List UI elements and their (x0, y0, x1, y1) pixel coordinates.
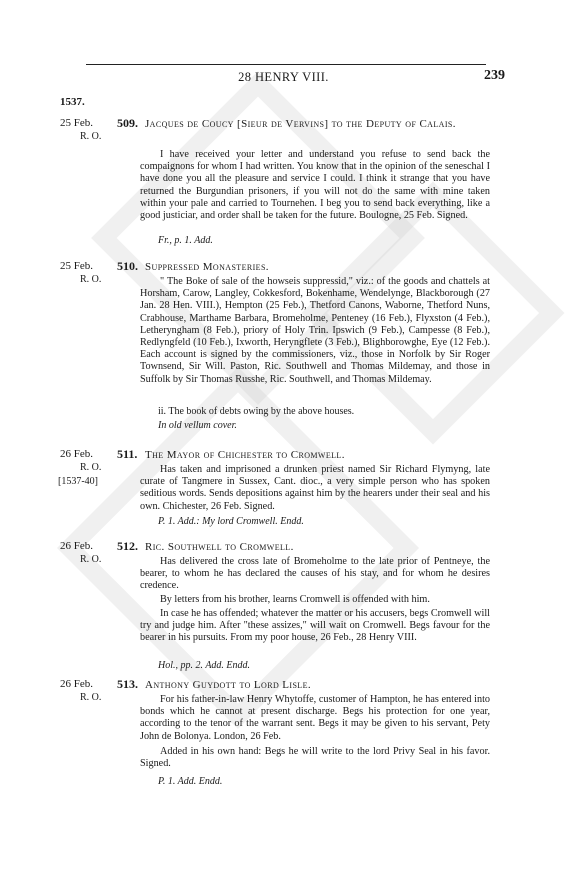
running-header: 28 HENRY VIII. (238, 70, 329, 84)
entry-title: Suppressed Monasteries. (145, 261, 269, 273)
entry-body: Has taken and imprisoned a drunken priest named Sir Richard Flymyng, late curate of Tangmere in Sussex, Cant. dioc., a very simple person who has spoken seditious words. Sends depositions against him by the hearers under their seal and his own. Chichester, 26 Feb. Signed. (140, 464, 490, 512)
entry-source: R. O. (80, 131, 102, 142)
entry-date: 26 Feb. (60, 448, 93, 460)
entry-source: R. O. (80, 274, 102, 285)
entry-title: Jacques de Coucy [Sieur de Vervins] to the Deputy of Calais. (145, 118, 456, 130)
year-label: 1537. (60, 96, 85, 108)
header-rule (86, 64, 486, 65)
entry-number: 509. (117, 116, 138, 130)
page-number: 239 (484, 68, 505, 83)
entry-body: " The Boke of sale of the howseis suppressid," viz.: of the goods and chattels at Horsham, Carow, Langley, Cokkesford, Bokenhame, Wendelynge, Blackborough (27 Jan. 28 Hen. VIII.), Hempton (25 Feb.), Thetford Canons, Waborne, Thetford Nuns, Crabhouse, Marthame Barbara, Bromeholme, Penteney (16 Feb.), Flyxston (4 Feb.), Letheryngham (8 Feb.), priory of Holy Trin. Ipswich (9 Feb.), Campesse (8 Feb.), Redlyngfeld (10 Feb.), Ixworth, Heryngflete (3 Feb.), Blighborowghe, Eye (12 Feb.). Each account is signed by the commissioners, viz., those in Norfolk by Sir Roger Townsend, Sir Will. Paston, Ric. Southwell and Thomas Mildemay, and those in Suffolk by Sir Thomas Russhe, Ric. Southwell, and Thomas Mildemay. (140, 276, 490, 385)
entry-body-3: In case he has offended; whatever the matter or his accusers, begs Cromwell will try and judge him. After "these assizes," will wait on Cromwell. Begs favour for the bearer in his pursuits. From my poor house, 26 Feb., 28 Henry VIII. (140, 608, 490, 644)
entry-note (158, 660, 250, 671)
entry-number: 513. (117, 677, 138, 691)
entry-number: 511. (117, 447, 138, 461)
entry-date: 26 Feb. (60, 540, 93, 552)
note-text: Hol., pp. 2. Add. Endd. (158, 660, 251, 671)
entry-note (158, 516, 304, 527)
note-text: P. 1. Add.: My lord Cromwell. Endd. (158, 516, 304, 527)
entry-date: 25 Feb. (60, 260, 93, 272)
entry-date-range: [1537-40] (58, 476, 98, 487)
entry-note (158, 776, 222, 787)
entry-title: The Mayor of Chichester to Cromwell. (145, 449, 345, 461)
entry-date: 26 Feb. (60, 678, 93, 690)
entry-note (158, 235, 213, 246)
entry-number: 512. (117, 539, 138, 553)
entry-number: 510. (117, 259, 138, 273)
entry-body-2: Added in his own hand: Begs he will write to the lord Privy Seal in his favor. Signed. (140, 746, 490, 770)
entry-title: Anthony Guydott to Lord Lisle. (145, 679, 312, 691)
entry-source: R. O. (80, 692, 102, 703)
note-text: P. 1. Add. Endd. (158, 776, 223, 787)
entry-title: Ric. Southwell to Cromwell. (145, 541, 294, 553)
entry-note (158, 420, 237, 431)
entry-body: I have received your letter and understand you refuse to send back the compaignons for whom I had written. You know that in the opinion of the seneschal I have done you all the pleasure and service I could. I think it strange that you have returned the Burgundian prisoners, if you will not do the same with mine taken within your pale and carried to Tournehen. I beg you to send back everything, like a good justiciar, and order shall be taken for the future. Boulogne, 25 Feb. Signed. (140, 149, 490, 222)
subitem-text: ii. The book of debts owing by the above houses. (158, 406, 355, 417)
entry-date: 25 Feb. (60, 117, 93, 129)
entry-body: For his father-in-law Henry Whytoffe, customer of Hampton, he has entered into bonds which he cannot at present discharge. Begs his protection for one year, according to the tenor of the warrant sent. Begs it may be given to his servant, Pety John de Bolonya. London, 26 Feb. (140, 694, 490, 742)
entry-body: Has delivered the cross late of Bromeholme to the late prior of Pentneye, the bearer, to whom he has declared the causes of his stay, and for whom he desires credence. (140, 556, 490, 592)
note-text: Fr., p. 1. Add. (158, 235, 213, 246)
entry-body-2: By letters from his brother, learns Cromwell is offended with him. (160, 594, 430, 605)
entry-source: R. O. (80, 462, 102, 473)
entry-subitem (158, 406, 354, 417)
note-text: In old vellum cover. (158, 420, 237, 431)
entry-source: R. O. (80, 554, 102, 565)
